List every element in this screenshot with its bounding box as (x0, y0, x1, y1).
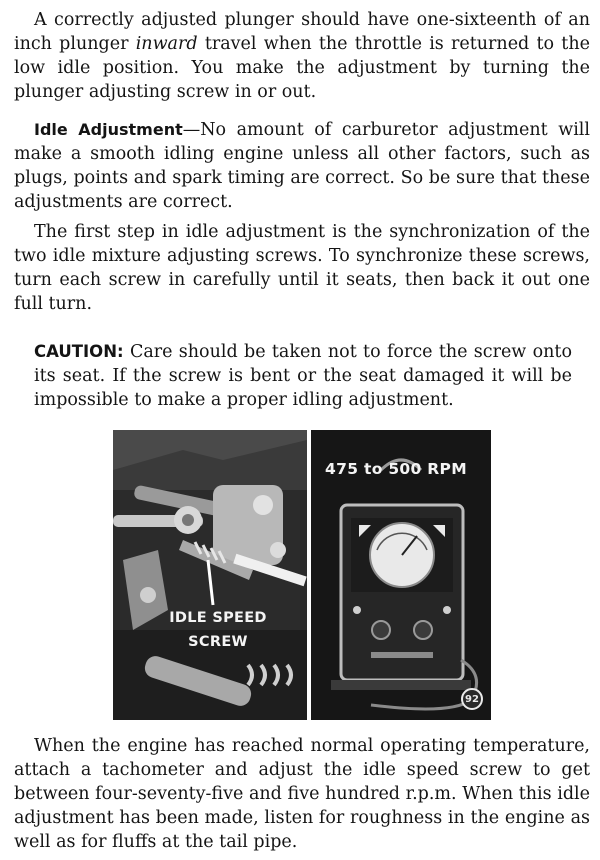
caution-text: Care should be taken not to force the screw onto its seat. If the screw is bent or the seat damaged it will be impossible to make a proper idling adjustment. (34, 342, 572, 410)
emphasis-inward: inward (135, 34, 198, 54)
idle-adjustment-heading: Idle Adjustment (34, 120, 183, 139)
carburetor-photo (113, 430, 307, 720)
carburetor-illustration (113, 430, 307, 720)
idle-speed-label-line2: SCREW (188, 634, 248, 650)
paragraph-synchronization (14, 220, 590, 316)
synchronization-text: The first step in idle adjustment is the synchronization of the two idle mixture adjusting screws. To synchronize these screws, turn each screw in carefully until it seats, then back it out one full turn. (14, 222, 590, 314)
rpm-range-label: 475 to 500 RPM (325, 460, 467, 478)
figure-number-badge: 92 (461, 688, 483, 710)
idle-speed-screw-label (153, 606, 283, 654)
paragraph-plunger (14, 8, 590, 104)
paragraph-plunger-rest: travel when the throttle is returned to the low idle position. You make the adjustment by turning the plunger adjusting screw in or out. (14, 34, 590, 102)
caution-label: CAUTION: (34, 342, 124, 361)
tachometer-text: When the engine has reached normal operating temperature, attach a tachometer and adjust the idle speed screw to get between four-seventy-five and five hundred r.p.m. When this idle adjustment has been made, listen for roughness in the engine as well as for fluffs at the tail pipe. (14, 736, 590, 852)
idle-speed-label-line1: IDLE SPEED (169, 610, 267, 626)
paragraph-tachometer (14, 734, 590, 854)
idle-adjustment-text: —No amount of carburetor adjustment will make a smooth idling engine unless all other factors, such as plugs, points and spark timing are correct. So be sure that these adjustments are correct. (14, 120, 590, 212)
paragraph-idle-adjustment (14, 118, 590, 214)
caution-note (34, 340, 572, 412)
paragraph-plunger-text: A correctly adjusted plunger should have one-sixteenth of an inch plunger (14, 10, 590, 54)
tachometer-photo (311, 430, 491, 720)
